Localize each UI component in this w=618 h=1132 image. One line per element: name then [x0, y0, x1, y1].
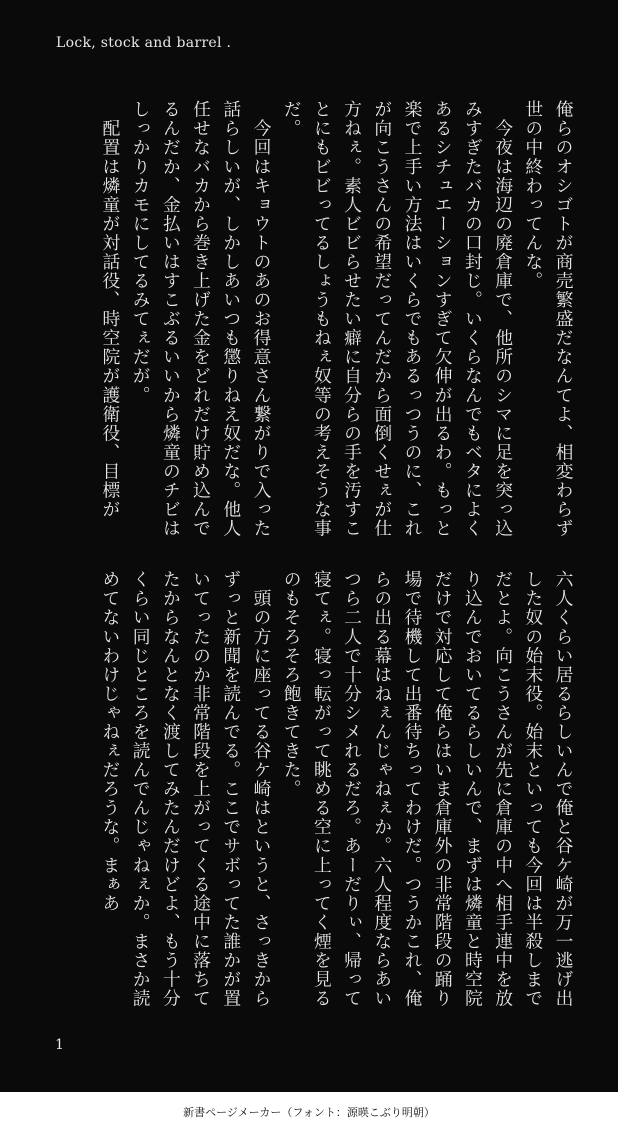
- paragraph: 俺らのオシゴトが商売繁盛だなんてよ、相変わらず世の中終わってんな。: [522, 100, 574, 538]
- paragraph: 六人くらい居るらしいんで俺と谷ケ崎が万一逃げ出した奴の始末役。始末といっても今回は半殺しまでだとよ。向こうさんが先に倉庫の中へ相手連中を放り込んでおいてるらしいんで、まずは燐童と時空院だけで対応して俺らはいま倉庫外の非常階段の踊り場で待機して出番待ちってわけだ。つうかこれ、俺らの出る幕はねぇんじゃねぇか。六人程度ならあいつら二人で十分シメれるだろ。あーだりぃ、帰って寝てぇ。寝っ転がって眺める空に上ってく煙を見るのもそろそろ飽きてきた。: [281, 570, 574, 1008]
- paragraph: 配置は燐童が対話役、時空院が護衛役、目標が: [99, 100, 121, 519]
- paragraph: 今回はキョウトのあのお得意さん繋がりで入った話らしいが、しかしあいつも懲りねえ奴だな。他人任せなバカから巻き上げた金をどれだけ貯め込んでるんだか、金払いはすこぶるいいから燐童のチビはしっかりカモにしてるみてぇだが。: [130, 100, 272, 538]
- page-title: Lock, stock and barrel .: [56, 35, 232, 51]
- text-block-top: [50, 100, 578, 540]
- paragraph: 今夜は海辺の廃倉庫で、他所のシマに足を突っ込みすぎたバカの口封じ。いくらなんでもベタによくあるシチュエーションすぎて欠伸が出るわ。もっと楽で上手い方法はいくらでもあるっつうのに、これが向こうさんの希望だってんだから面倒くせぇが仕方ねぇ。素人ビビらせたい癖に自分らの手を汚すことにもビビってるしょうもねぇ奴等の考えそうな事だ。: [281, 100, 514, 538]
- text-block-bottom: [50, 570, 578, 1010]
- page-number: 1: [55, 1037, 64, 1053]
- paragraph: 頭の方に座ってる谷ケ崎はというと、さっきからずっと新聞を読んでる。ここでサボってた誰かが置いてったのか非常階段を上がってくる途中に落ちてたからなんとなく渡してみたんだけどよ、もう十分くらい同じところを読んでんじゃねぇか。まさか読めてないわけじゃねぇだろうな。まぁあ: [99, 570, 272, 1008]
- footer-credit: 新書ページメーカー（フォント：源暎こぶり明朝）: [183, 1106, 435, 1119]
